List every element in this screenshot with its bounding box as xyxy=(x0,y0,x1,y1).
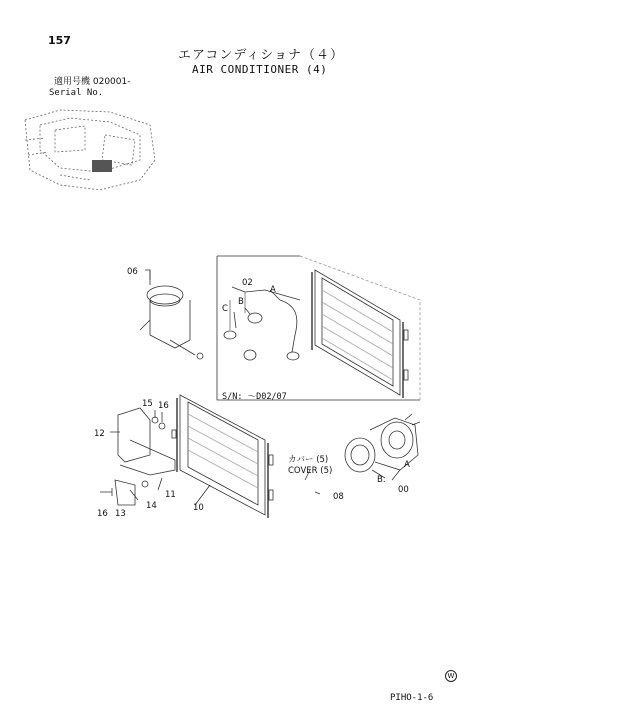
page-code: PIHO-1-6 xyxy=(390,693,434,703)
main-condenser xyxy=(172,395,273,518)
callout-15: 15 xyxy=(142,399,153,409)
callout-b-right: B. xyxy=(377,475,386,485)
page-title-english: AIR CONDITIONER (4) xyxy=(192,63,328,76)
callout-a-right: A xyxy=(404,460,410,470)
receiver-dryer xyxy=(140,270,203,359)
footer-mark: W xyxy=(445,670,457,682)
page-number: 157 xyxy=(48,34,71,47)
callout-cover-jp: カバー (5) xyxy=(288,455,329,465)
location-highlight xyxy=(92,160,112,172)
callout-16-bottom: 16 xyxy=(97,509,108,519)
callout-06: 06 xyxy=(127,267,138,277)
callout-12: 12 xyxy=(94,429,105,439)
callout-a: A xyxy=(270,285,276,295)
callout-08: 08 xyxy=(333,492,344,502)
bolt-14 xyxy=(142,481,148,487)
serial-label-japanese: 適用号機 020001- xyxy=(54,77,131,87)
callout-14: 14 xyxy=(146,501,157,511)
inset-pipe xyxy=(280,300,297,352)
callout-b: B xyxy=(238,297,244,307)
page-title-japanese: エアコンディショナ（４） xyxy=(178,48,345,63)
callout-cover-en: COVER (5) xyxy=(288,466,333,476)
inset-condenser xyxy=(312,270,408,398)
callout-16-top: 16 xyxy=(158,401,169,411)
callout-10: 10 xyxy=(193,503,204,513)
callout-11: 11 xyxy=(165,490,176,500)
serial-label-english: Serial No. xyxy=(49,88,104,98)
inset-serial-range: S/N: ～D02/07 xyxy=(222,392,287,402)
callout-13: 13 xyxy=(115,509,126,519)
callout-c: C xyxy=(222,304,228,314)
callout-02: 02 xyxy=(242,278,253,288)
machine-location-thumbnail xyxy=(25,110,155,190)
callout-00: 00 xyxy=(398,485,409,495)
